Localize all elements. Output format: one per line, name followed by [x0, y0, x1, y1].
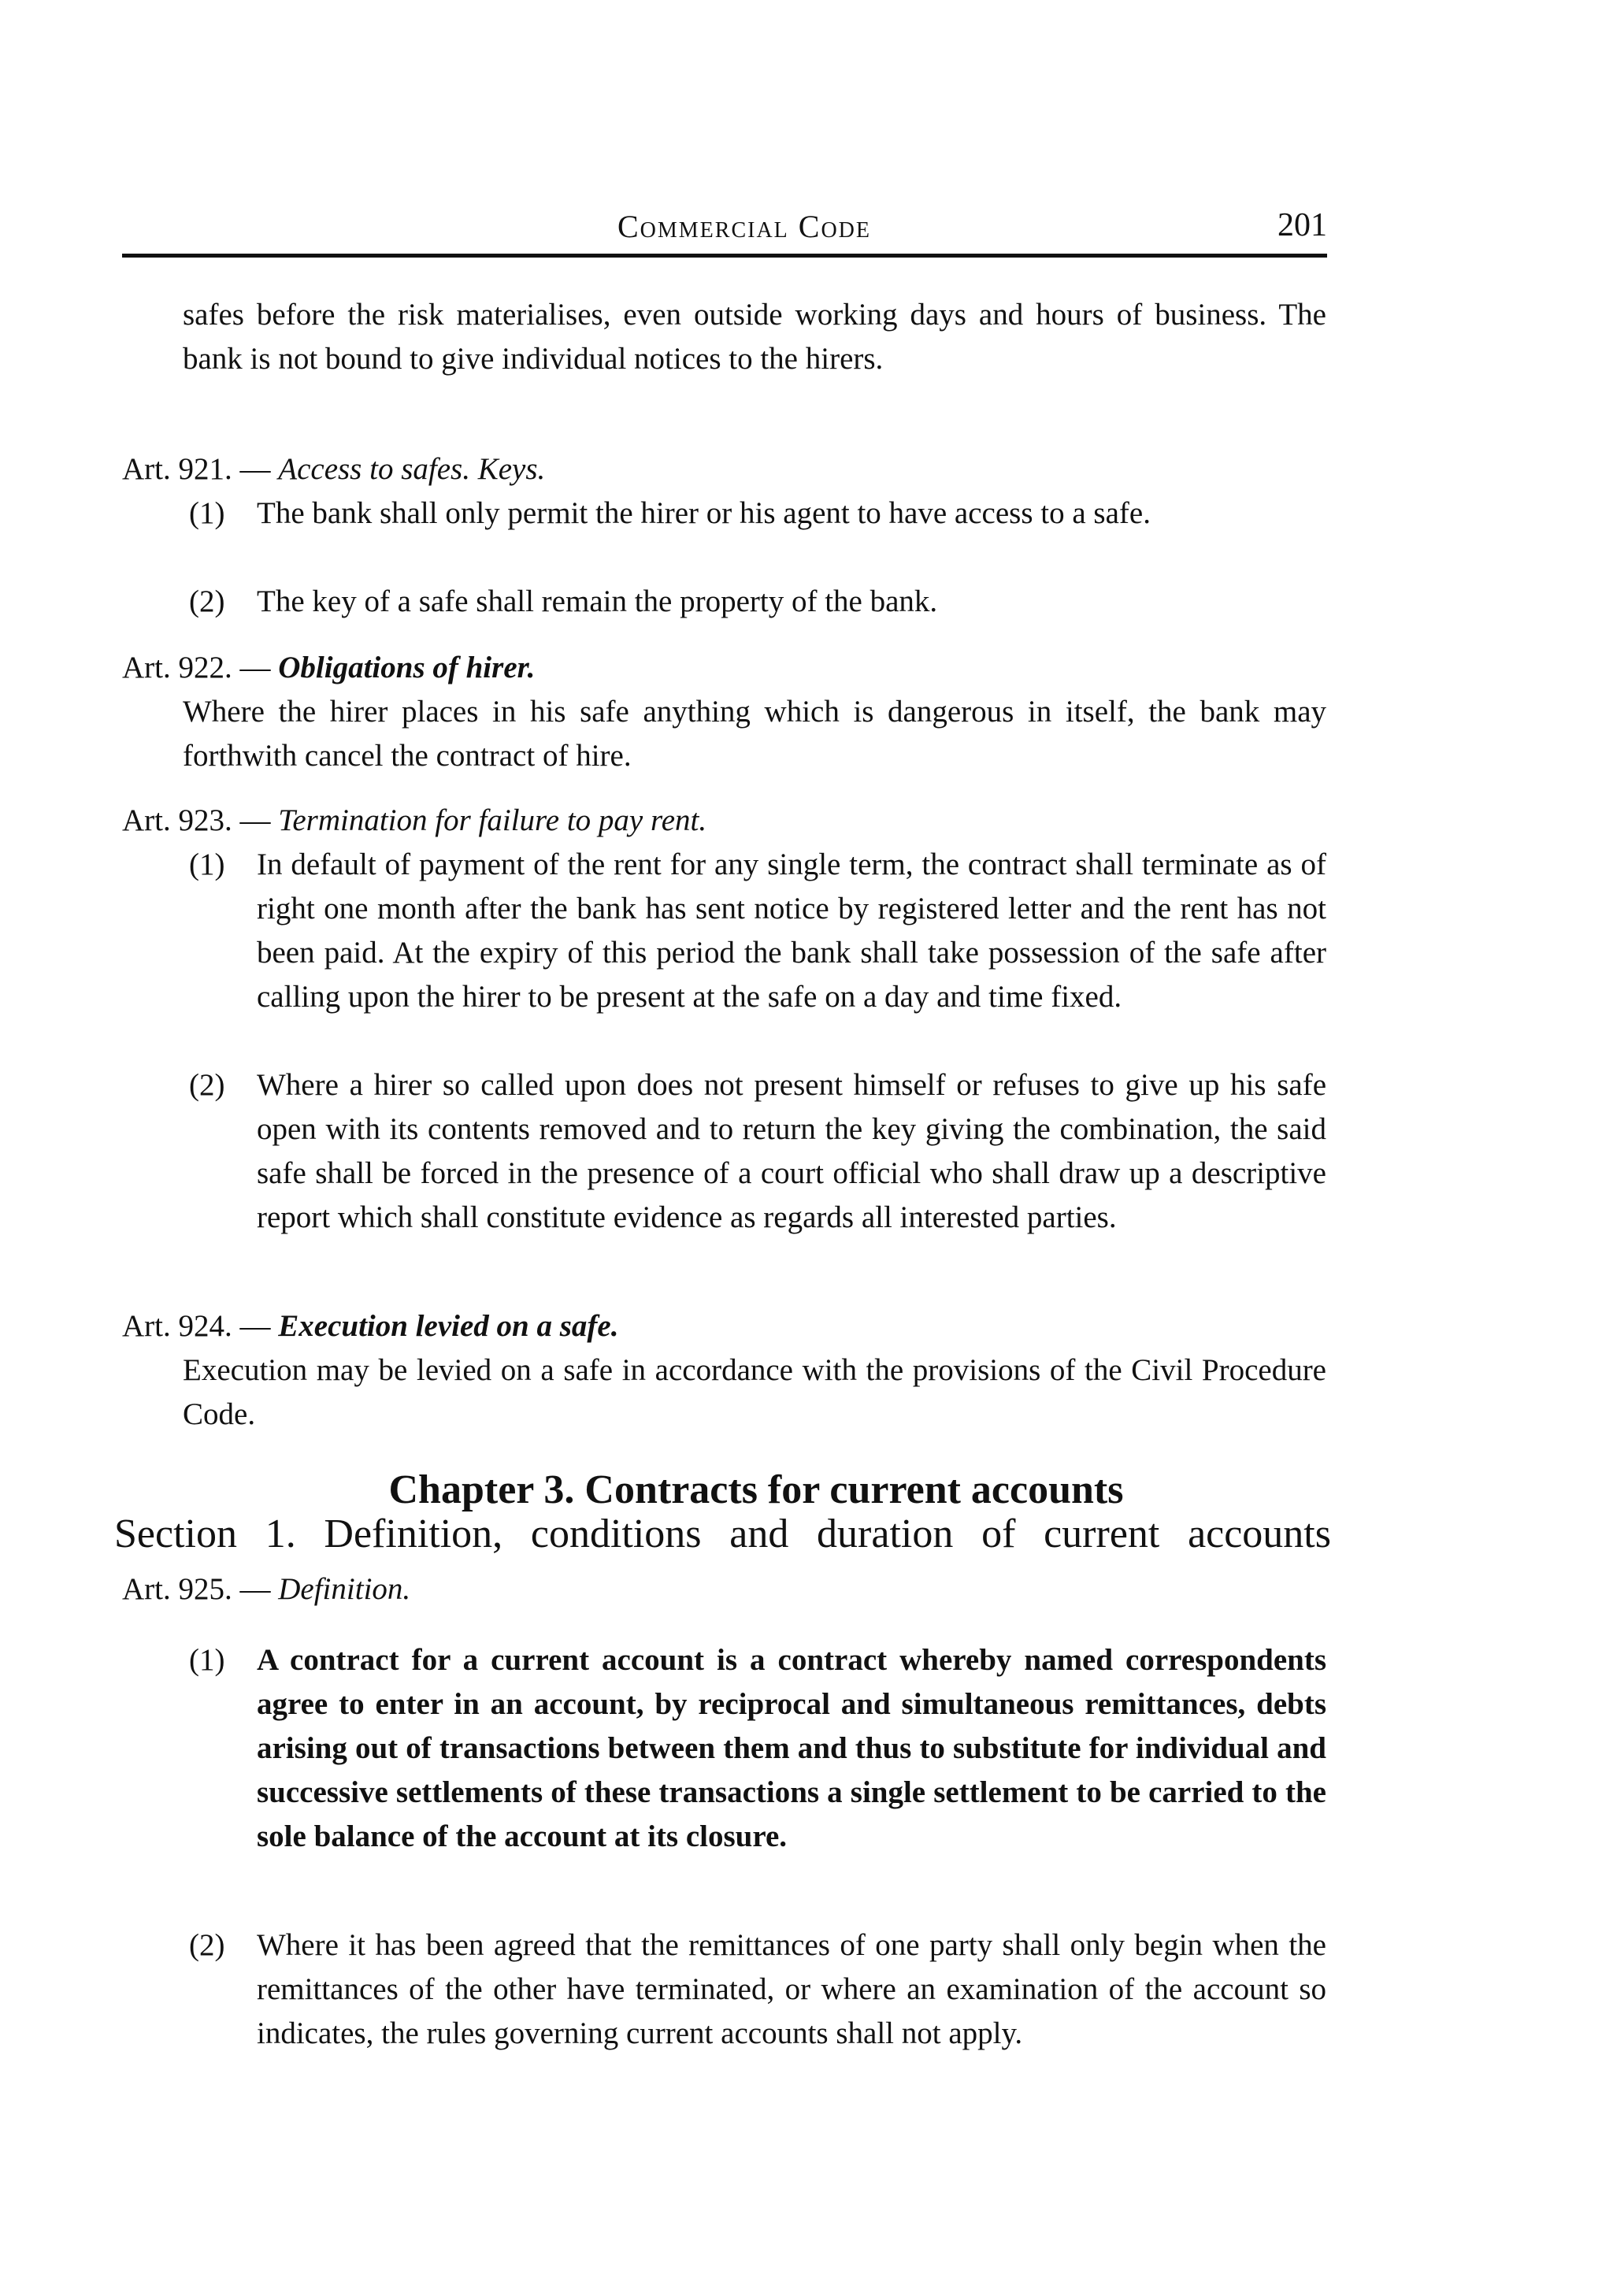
article-924-title: Execution levied on a safe.	[278, 1309, 619, 1343]
page-number: 201	[1277, 207, 1327, 243]
paragraph-number: (1)	[189, 1643, 225, 1677]
article-923-paragraph-2	[189, 1063, 1326, 1240]
article-923-paragraph-1	[189, 843, 1326, 1019]
paragraph-text: The bank shall only permit the hirer or his agent to have access to a safe.	[257, 496, 1151, 530]
paragraph-text: Where a hirer so called upon does not present himself or refuses to give up his safe open with its contents removed and to return the key giving the combination, the said safe shall be forced in the presence of a court official who shall draw up a descriptive report which shall constitute evidence as regards all interested parties.	[257, 1068, 1326, 1234]
article-921-paragraph-1	[189, 491, 1326, 536]
article-925-paragraph-2	[189, 1923, 1326, 2056]
article-921-label: Art. 921. —	[122, 452, 271, 486]
paragraph-text: The key of a safe shall remain the property of the bank.	[257, 584, 938, 618]
article-921-heading	[122, 447, 1327, 491]
chapter-heading: Chapter 3. Contracts for current accounts	[388, 1467, 1124, 1512]
article-925-paragraph-1	[189, 1638, 1326, 1859]
paragraph-number: (1)	[189, 496, 225, 530]
article-923-label: Art. 923. —	[122, 803, 271, 837]
article-923-heading	[122, 799, 1327, 843]
section-heading: Section 1. Definition, conditions and duration of current accounts	[114, 1512, 1331, 1556]
paragraph-number: (2)	[189, 1928, 225, 1962]
paragraph-number: (2)	[189, 584, 225, 618]
article-924-heading	[122, 1304, 1327, 1348]
article-925-title: Definition.	[278, 1572, 411, 1606]
article-924-text: Execution may be levied on a safe in accordance with the provisions of the Civil Procedure Code.	[183, 1353, 1326, 1431]
article-922-heading	[122, 646, 1327, 690]
running-title: Commercial Code	[617, 209, 872, 244]
paragraph-text: A contract for a current account is a contract whereby named correspondents agree to enter in an account, by reciprocal and simultaneous remittances, debts arising out of transactions between them and thus to substitute for individual and successive settlements of these transactions a single settlement to be carried to the sole balance of the account at its closure.	[257, 1643, 1326, 1853]
paragraph-number: (1)	[189, 848, 225, 881]
article-922-title: Obligations of hirer.	[278, 651, 536, 684]
article-922-label: Art. 922. —	[122, 651, 271, 684]
article-924-label: Art. 924. —	[122, 1309, 271, 1343]
paragraph-text: In default of payment of the rent for any single term, the contract shall terminate as of right one month after the bank has sent notice by registered letter and the rent has not been paid. At the expiry of this period the bank shall take possession of the safe after calling upon the hirer to be present at the safe on a day and time fixed.	[257, 848, 1326, 1014]
header-rule	[122, 254, 1327, 258]
article-922-text: Where the hirer places in his safe anything which is dangerous in itself, the bank may forthwith cancel the contract of hire.	[183, 695, 1326, 773]
running-head	[122, 203, 1327, 247]
continuation-paragraph: safes before the risk materialises, even outside working days and hours of business. The bank is not bound to give individual notices to the hirers.	[183, 298, 1326, 376]
article-925-heading	[122, 1567, 1327, 1612]
paragraph-text: Where it has been agreed that the remittances of one party shall only begin when the remittances of the other have terminated, or where an examination of the account so indicates, the rules governing current accounts shall not apply.	[257, 1928, 1326, 2050]
article-925-label: Art. 925. —	[122, 1572, 271, 1606]
paragraph-number: (2)	[189, 1068, 225, 1102]
article-921-title: Access to safes. Keys.	[278, 452, 546, 486]
article-921-paragraph-2	[189, 580, 1326, 624]
article-923-title: Termination for failure to pay rent.	[278, 803, 707, 837]
